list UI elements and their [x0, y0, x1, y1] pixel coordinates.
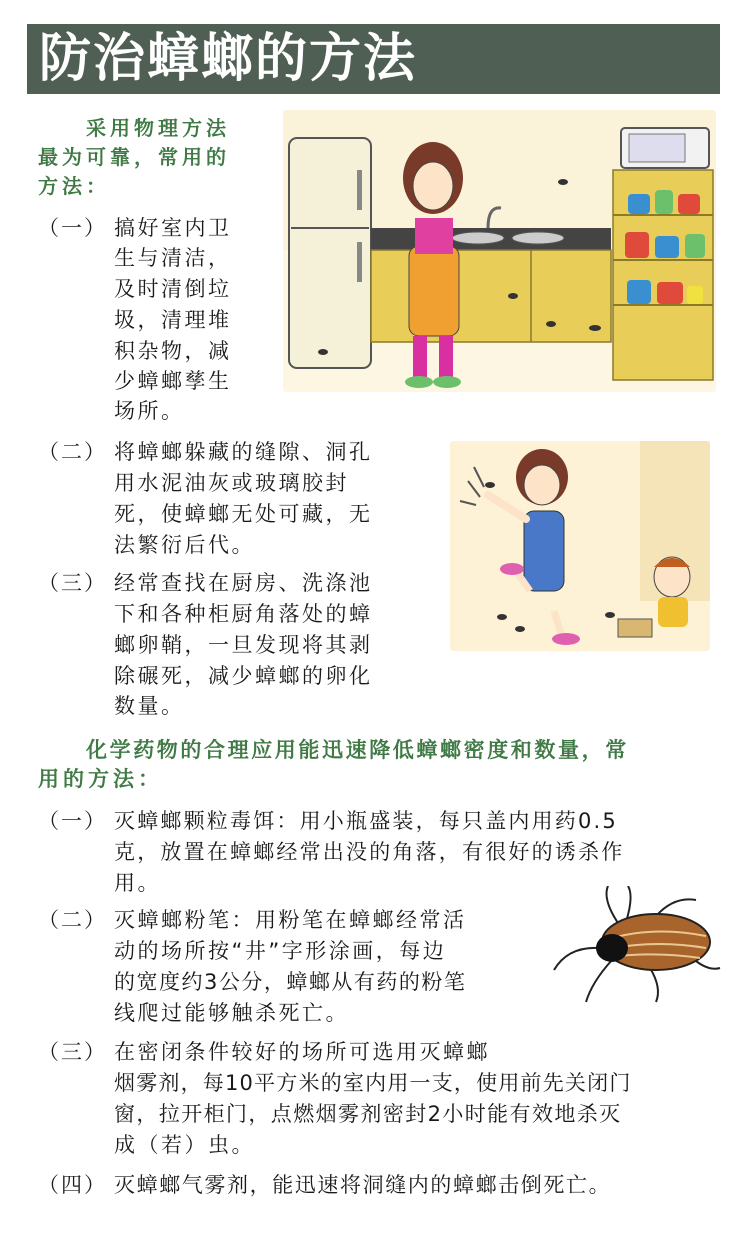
- chemical-item-3-line-2: 烟雾剂，每10平方米的室内用一支，使用前先关闭门: [114, 1071, 632, 1095]
- physical-item-1-line-4: 圾，清理堆: [114, 308, 232, 332]
- chemical-item-4-label: （四）: [38, 1173, 107, 1197]
- chemical-item-4-line-1: 灭蟑螂气雾剂，能迅速将洞缝内的蟑螂击倒死亡。: [114, 1173, 612, 1197]
- chemical-item-2-line-1: 灭蟑螂粉笔：用粉笔在蟑螂经常活: [114, 908, 467, 932]
- physical-item-1-line-2: 生与清洁，: [114, 246, 232, 270]
- chemical-item-2-label: （二）: [38, 908, 107, 932]
- physical-item-3-label: （三）: [38, 571, 107, 595]
- cockroach-illustration: [546, 886, 722, 1004]
- chemical-item-3-line-3: 窗，拉开柜门，点燃烟雾剂密封2小时能有效地杀灭: [114, 1102, 622, 1126]
- physical-item-1-line-5: 积杂物，减: [114, 339, 232, 363]
- physical-item-3-line-1: 经常查找在厨房、洗涤池: [114, 571, 373, 595]
- physical-item-1-label: （一）: [38, 216, 107, 240]
- physical-item-2-line-1: 将蟑螂躲藏的缝隙、洞孔: [114, 440, 373, 464]
- physical-item-3-line-2: 下和各种柜厨角落处的蟑: [114, 602, 373, 626]
- chemical-item-1-line-3: 用。: [114, 871, 161, 895]
- chemical-item-1-label: （一）: [38, 809, 107, 833]
- chemical-item-2-line-2: 动的场所按“井”字形涂画，每边: [114, 939, 447, 963]
- chemical-item-2-line-3: 的宽度约3公分，蟑螂从有药的粉笔: [114, 970, 467, 994]
- physical-item-2-label: （二）: [38, 440, 107, 464]
- physical-item-2-line-2: 用水泥油灰或玻璃胶封: [114, 471, 349, 495]
- title-banner: [27, 24, 720, 94]
- physical-item-3-line-4: 除碾死，减少蟑螂的卵化: [114, 664, 373, 688]
- chemical-intro-line-1: 化学药物的合理应用能迅速降低蟑螂密度和数量，常: [86, 738, 629, 762]
- chemical-intro-line-2: 用的方法：: [38, 767, 163, 791]
- chemical-item-1-line-1: 灭蟑螂颗粒毒饵：用小瓶盛装，每只盖内用药0.5: [114, 809, 618, 833]
- physical-intro-line-1: 采用物理方法: [86, 116, 230, 140]
- physical-item-3-line-5: 数量。: [114, 694, 185, 718]
- physical-item-2-line-3: 死，使蟑螂无处可藏，无: [114, 502, 373, 526]
- physical-intro-line-3: 方法：: [38, 174, 110, 198]
- physical-intro-line-2: 最为可靠，常用的: [38, 145, 230, 169]
- physical-item-3-line-3: 螂卵鞘，一旦发现将其剥: [114, 633, 373, 657]
- cleaning-illustration: [450, 441, 710, 651]
- physical-item-1-line-1: 搞好室内卫: [114, 216, 232, 240]
- chemical-item-3-line-1: 在密闭条件较好的场所可选用灭蟑螂: [114, 1040, 490, 1064]
- chemical-item-2-line-4: 线爬过能够触杀死亡。: [114, 1001, 349, 1025]
- page-title: 防治蟑螂的方法: [39, 29, 418, 89]
- kitchen-illustration: [283, 110, 716, 392]
- chemical-item-3-line-4: 成（若）虫。: [114, 1133, 255, 1157]
- chemical-item-1-line-2: 克，放置在蟑螂经常出没的角落，有很好的诱杀作: [114, 840, 625, 864]
- physical-item-1-line-7: 场所。: [114, 399, 185, 423]
- physical-item-2-line-4: 法繁衍后代。: [114, 533, 255, 557]
- chemical-item-3-label: （三）: [38, 1040, 107, 1064]
- physical-item-1-line-3: 及时清倒垃: [114, 277, 232, 301]
- physical-item-1-line-6: 少蟑螂孳生: [114, 369, 232, 393]
